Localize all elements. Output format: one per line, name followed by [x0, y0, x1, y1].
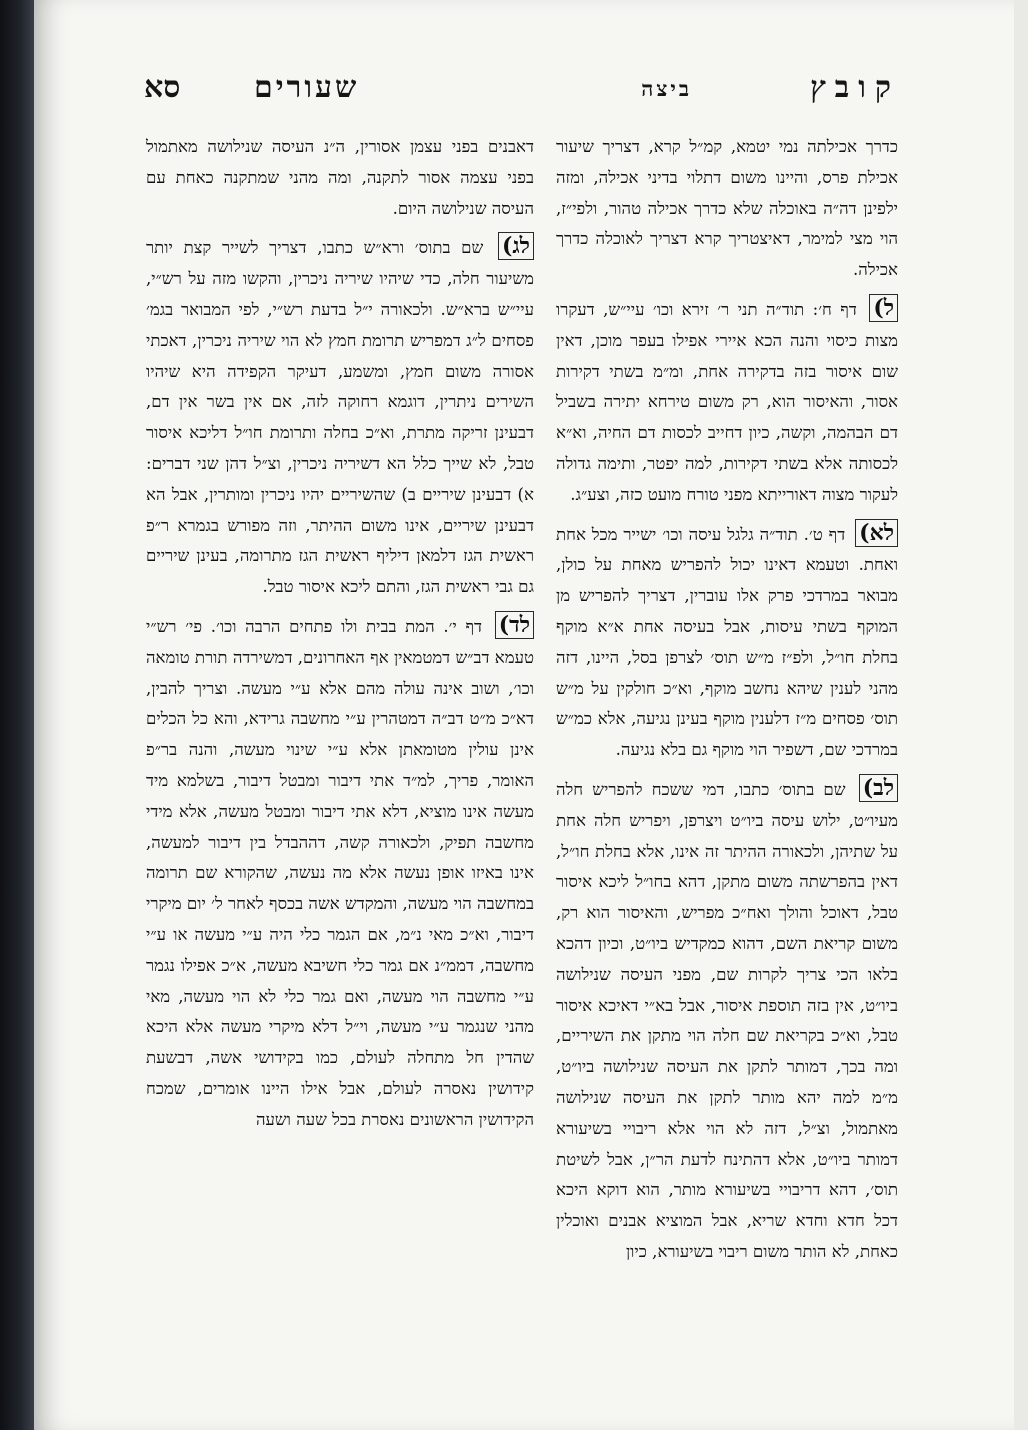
- paragraph: [556, 132, 898, 286]
- paragraph-number: לד): [495, 611, 534, 639]
- paragraph-number: לב): [859, 774, 898, 802]
- paragraph-text: שם בתוס׳ כתבו, דמי ששכח להפריש חלה מעיו״ט, ילוש עיסה ביו״ט ויצרפן, ויפריש חלה אחת על שתיהן, ולכאורה ההיתר זה אינו, אלא בחלת חו״ל, דאין בהפרשתה משום מתקן, דהא בחו״ל ליכא איסור טבל, דאוכל והולך ואח״כ מפריש, והאיסור הוא רק, משום קריאת השם, דהוא כמקדיש ביו״ט, וכיון דהכא בלאו הכי צריך לקרות שם, מפני העיסה שנילושה ביו״ט, אין בזה תוספת איסור, אבל בא״י דאיכא איסור טבל, וא״כ בקריאת שם חלה הוי מתקן את השיריים, ומה בכך, דמותר לתקן את העיסה שנילושה ביו״ט, מ״מ למה יהא מותר לתקן את העיסה שנילושה מאתמול, וצ״ל, דזה לא הוי אלא ריבויי בשיעורא דמותר ביו״ט, אלא דהתינח לדעת הר״ן, אבל לשיטת תוס׳, דהא דריבויי בשיעורא מותר, הוא דוקא היכא דכל חדא וחדא שריא, אבל המוציא אבנים ואוכלין כאחת, לא הותר משום ריבוי בשיעורא, כיון: [556, 779, 898, 1261]
- paragraph-text: דף ח׳: תוד״ה תני ר׳ זירא וכו׳ עיי״ש, דעקרו מצות כיסוי והנה הכא איירי אפילו בעפר מוכן, דאין שום איסור בזה בדקירה אחת, ומ״מ בשתי דקירות אסור, והאיסור הוא, רק משום טירחא יתירה בשביל דם הבהמה, וקשה, כיון דחייב לכסות דם החיה, וא״א לכסותה אלא בשתי דקירות, למה יפטר, ותימה גדולה לעקור מצוה דאורייתא מפני טורח מועט כזה, וצע״ג.: [556, 299, 898, 504]
- paragraph-text: דף י׳. המת בבית ולו פתחים הרבה וכו׳. פי׳ רש״י טעמא דב״ש דמטמאין אף האחרונים, דמשירדה תורת טומאה וכו׳, ושוב אינה עולה מהם אלא ע״י מעשה. וצריך להבין, דא״כ מ״ט דב״ה דמטהרין ע״י מחשבה גרידא, והא כל הכלים אינן עולין מטומאתן אלא ע״י שינוי מעשה, והנה בר״פ האומר, פריך, למ״ד אתי דיבור ומבטל דיבור, בשלמא מיד מעשה אינו מוציא, דלא אתי דיבור ומבטל מעשה, אלא מידי מחשבה תפיק, ולכאורה קשה, דההבדל בין דיבור למעשה, אינו באיזו אופן נעשה אלא מה נעשה, שהקורא שם תרומה במחשבה הוי מעשה, והמקדש אשה בכסף לאחר ל׳ יום מיקרי דיבור, וא״כ מאי נ״מ, אם הגמר כלי היה ע״י מעשה או ע״י מחשבה, דממ״נ אם גמר כלי חשיבא מעשה, א״כ אפילו נגמר ע״י מחשבה הוי מעשה, ואם גמר כלי לא הוי מעשה, מאי מהני שנגמר ע״י מעשה, וי״ל דלא מיקרי מעשה אלא היכא שהדין חל מתחלה לעולם, כמו בקידושי אשה, דבשעת קידושין נאסרה לעולם, אבל אילו היינו אומרים, שמכח הקידושין הראשונים נאסרת בכל שעה ושעה: [146, 616, 534, 1129]
- adjacent-page-edge: [1013, 0, 1028, 1430]
- book-page: [34, 0, 1014, 1430]
- paragraph-text: שם בתוס׳ ורא״ש כתבו, דצריך לשייר קצת יותר משיעור חלה, כדי שיהיו שיריה ניכרין, והקשו מזה על רש״י, עיי״ש ברא״ש. ולכאורה י״ל בדעת רש״י, לפי המבואר בגמ׳ פסחים ל״ג דמפריש תרומת חמץ לא הוי שיריה ניכרין, דאכתי אסורה משום חמץ, ומשמע, דעיקר הקפידה היא שיהיו השירים ניתרין, דוגמא רחוקה לזה, אם אין בשר אין דם, דבעינן זריקה מתרת, וא״כ בחלה ותרומת חו״ל דליכא איסור טבל, לא שייך כלל הא דשיריה ניכרין, וצ״ל דהן שני דברים: א) דבעינן שיריים ב) שהשיריים יהיו ניכרין ומותרין, אבל הא דבעינן שיריים, אינו משום ההיתר, וזה מפורש בגמרא ר״פ ראשית הגז דלמאן דיליף ראשית הגז מתרומה, בעינן שיריים גם גבי ראשית הגז, והתם ליכא איסור טבל.: [146, 238, 534, 597]
- paragraph-text: דף ט׳. תוד״ה גלגל עיסה וכו׳ ישייר מכל אחת ואחת. וטעמא דאינו יכול להפריש מאחת על כולן, מבואר במרדכי פרק אלו עוברין, דצריך להפריש מן המוקף בשתי עיסות, אבל בעיסה אחת א״א מוקף בחלת חו״ל, ולפ״ז מ״ש תוס׳ לצרפן בסל, היינו, דזה מהני לענין שיהא נחשב מוקף, וא״כ חולקין על מ״ש תוס׳ פסחים מ״ז דלענין מוקף בעינן נגיעה, אלא כמ״ש במרדכי שם, דשפיר הוי מוקף גם בלא נגיעה.: [556, 524, 898, 760]
- paragraph: [146, 612, 534, 1136]
- header-page-number: סא: [144, 70, 181, 105]
- paragraph-number: לג): [498, 232, 534, 260]
- header-tractate: ביצה: [641, 76, 692, 101]
- paragraph: [556, 520, 898, 766]
- paragraph-number: לא): [855, 519, 898, 547]
- paragraph: [556, 775, 898, 1268]
- text-column-right: [556, 132, 898, 1261]
- paragraph: [146, 132, 534, 224]
- paragraph-text: דאבנים בפני עצמן אסורין, ה״נ העיסה שנילושה מאתמול בפני עצמה אסור לתקנה, ומה מהני שמתקנה כאחת עם העיסה שנילושה היום.: [146, 137, 534, 218]
- header-section-title: שעורים: [254, 70, 360, 105]
- header-book-title: קובץ: [810, 70, 900, 105]
- paragraph: [556, 295, 898, 511]
- text-column-left: [146, 132, 534, 1212]
- paragraph: [146, 233, 534, 603]
- book-binding: [0, 0, 34, 1430]
- paragraph-number: ל): [869, 294, 898, 322]
- paragraph-text: כדרך אכילתה נמי יטמא, קמ״ל קרא, דצריך שיעור אכילת פרס, והיינו משום דתלוי בדיני אכילה, ומזה ילפינן דה״ה באוכלה שלא כדרך אכילה טהור, ולפי״ז, הוי מצי למימר, דאיצטריך קרא דצריך לאוכלה כדרך אכילה.: [556, 137, 898, 280]
- running-header: [144, 70, 900, 118]
